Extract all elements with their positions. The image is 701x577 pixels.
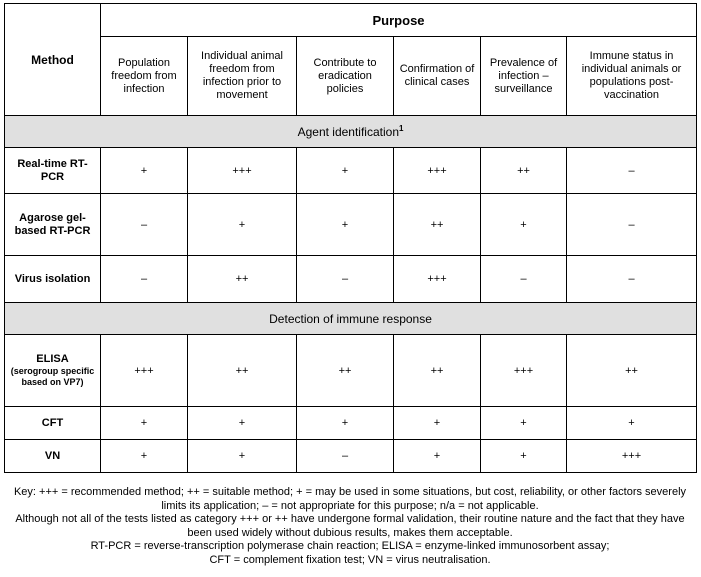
rating-cell: –	[481, 256, 567, 303]
method-name: Agarose gel-based RT-PCR	[5, 194, 101, 256]
rating-cell: ++	[567, 335, 697, 407]
rating-cell: +++	[481, 335, 567, 407]
key-line: RT-PCR = reverse-transcription polymerase chain reaction; ELISA = enzyme-linked immunosorbent assay;	[90, 540, 610, 553]
purpose-column-header: Population freedom from infection	[101, 37, 188, 116]
table-row	[5, 256, 697, 303]
rating-cell: +	[481, 440, 567, 473]
method-name: VN	[5, 440, 101, 473]
rating-cell: +	[188, 440, 297, 473]
rating-cell: +	[101, 407, 188, 440]
purpose-column-header: Confirmation of clinical cases	[394, 37, 481, 116]
table-row	[5, 194, 697, 256]
footnote-marker: 1	[399, 124, 404, 133]
rating-cell: +++	[394, 256, 481, 303]
rating-cell: +	[297, 194, 394, 256]
rating-cell: ++	[481, 148, 567, 194]
section-title	[5, 116, 697, 148]
rating-cell: +	[188, 407, 297, 440]
rating-cell: +++	[394, 148, 481, 194]
rating-cell: +	[481, 407, 567, 440]
rating-cell: +	[188, 194, 297, 256]
method-name	[5, 335, 101, 407]
rating-cell: +++	[567, 440, 697, 473]
rating-cell: –	[567, 256, 697, 303]
rating-cell: ++	[188, 335, 297, 407]
rating-cell: –	[567, 194, 697, 256]
rating-cell: ++	[188, 256, 297, 303]
rating-cell: –	[101, 194, 188, 256]
rating-cell: +	[101, 440, 188, 473]
method-name: Virus isolation	[5, 256, 101, 303]
section-title-text: Agent identification	[297, 125, 399, 139]
method-name: Real-time RT-PCR	[5, 148, 101, 194]
rating-cell: +	[101, 148, 188, 194]
section-title: Detection of immune response	[5, 303, 697, 335]
rating-cell: –	[297, 440, 394, 473]
key-line: Key: +++ = recommended method; ++ = suitable method; + = may be used in some situations, but cost, reliability, or other factors severely limits its application; – = not appropriate for this purpose; n/a = not applicable.	[13, 486, 687, 512]
key-line: CFT = complement fixation test; VN = virus neutralisation.	[209, 553, 491, 566]
rating-cell: +	[394, 407, 481, 440]
purpose-column-header: Individual animal freedom from infection prior to movement	[188, 37, 297, 116]
purpose-header: Purpose	[101, 4, 697, 37]
rating-cell: +++	[101, 335, 188, 407]
method-name-text: ELISA	[36, 353, 69, 365]
table-key	[4, 486, 696, 568]
rating-cell: +	[394, 440, 481, 473]
rating-cell: +	[567, 407, 697, 440]
rating-cell: ++	[394, 194, 481, 256]
method-name: CFT	[5, 407, 101, 440]
section-row-detection-of-immune-response	[5, 303, 697, 335]
table-row	[5, 335, 697, 407]
table-row	[5, 440, 697, 473]
rating-cell: +	[297, 407, 394, 440]
diagnostic-methods-table	[4, 3, 697, 473]
rating-cell: –	[101, 256, 188, 303]
purpose-column-header: Prevalence of infection – surveillance	[481, 37, 567, 116]
rating-cell: –	[567, 148, 697, 194]
method-subtitle: (serogroup specific based on VP7)	[10, 366, 95, 387]
purpose-column-header: Immune status in individual animals or populations post-vaccination	[567, 37, 697, 116]
rating-cell: +	[297, 148, 394, 194]
rating-cell: +	[481, 194, 567, 256]
purpose-column-header: Contribute to eradication policies	[297, 37, 394, 116]
rating-cell: ++	[297, 335, 394, 407]
section-row-agent-identification	[5, 116, 697, 148]
method-column-header: Method	[5, 4, 101, 116]
rating-cell: +++	[188, 148, 297, 194]
table-row	[5, 148, 697, 194]
table-row	[5, 407, 697, 440]
key-line: Although not all of the tests listed as category +++ or ++ have undergone formal validation, their routine nature and the fact that they have been used widely without dubious results, makes them acceptable.	[15, 513, 685, 539]
rating-cell: –	[297, 256, 394, 303]
rating-cell: ++	[394, 335, 481, 407]
